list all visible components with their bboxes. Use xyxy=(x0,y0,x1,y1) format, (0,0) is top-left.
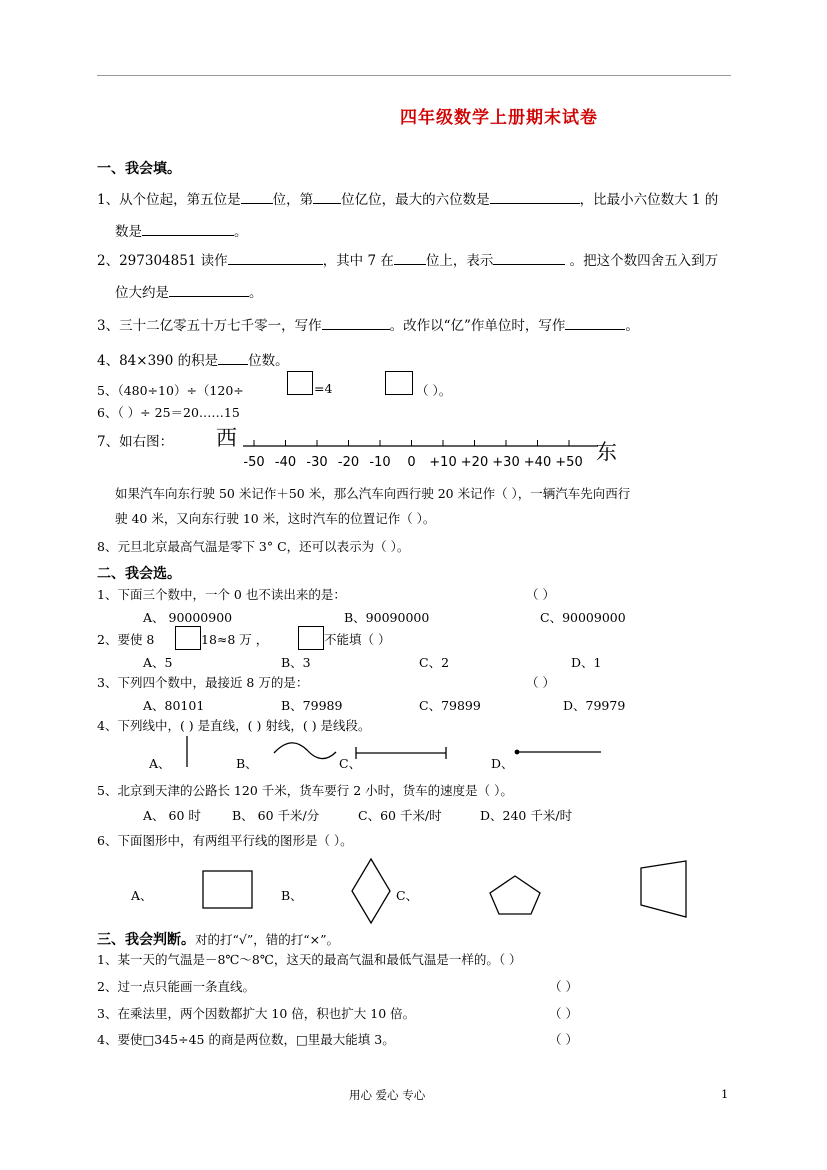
s3-item-1: 1、某一天的气温是－8℃～8℃，这天的最高气温和最低气温是一样的。（ ） xyxy=(97,952,522,967)
text: 。改作以“亿”作单位时，写作 xyxy=(389,318,566,334)
text: 3、三十二亿零五十万七千零一，写作 xyxy=(97,318,322,334)
s2-q2-opt-c[interactable]: C、2 xyxy=(419,655,450,670)
s2-q2-part1: 2、要使 8 xyxy=(97,632,155,647)
number-line-label: +30 xyxy=(492,455,520,470)
east-label: 东 xyxy=(596,440,617,464)
text: 位数。 xyxy=(248,353,289,369)
text: ，比最小六位数大 1 的 xyxy=(579,192,719,208)
s3-item-2-paren: （ ） xyxy=(549,979,578,994)
section2-heading: 二、我会选。 xyxy=(97,566,181,582)
number-line-label: -50 xyxy=(243,455,265,470)
s1-q6: 6、（ ）÷ 25＝20……15 xyxy=(97,405,240,420)
text: 位上，表示 xyxy=(425,253,494,269)
s1-q5-part3: （ ）。 xyxy=(416,383,452,398)
number-line-label: +10 xyxy=(429,455,457,470)
s2-q4-opt-c[interactable]: C、 xyxy=(339,756,362,771)
text: 。把这个数四舍五入到万 xyxy=(565,253,719,269)
s3-item-4: 4、要使□345÷45 的商是两位数，□里最大能填 3。 xyxy=(97,1032,395,1047)
s3-item-3: 3、在乘法里，两个因数都扩大 10 倍，积也扩大 10 倍。 xyxy=(97,1006,416,1021)
s1-q5-part1: 5、（480÷10）÷（120÷ xyxy=(97,383,244,398)
s2-q3-opt-a[interactable]: A、80101 xyxy=(143,698,205,713)
text: 位亿位，最大的六位数是 xyxy=(341,192,490,208)
rhombus-figure xyxy=(352,859,390,923)
s1-q7-text2: 驶 40 米，又向东行驶 10 米，这时汽车的位置记作（ ）。 xyxy=(115,511,436,526)
s2-q4: 4、下列线中，( ) 是直线，( ) 射线，( ) 是线段。 xyxy=(97,718,371,733)
heading-rest: 对的打“√”，错的打“×”。 xyxy=(195,932,340,947)
s2-q2-part3: 不能填（ ） xyxy=(324,632,391,647)
s2-q3: 3、下列四个数中，最接近 8 万的是： xyxy=(97,675,309,690)
s2-q3-opt-c[interactable]: C、79899 xyxy=(419,698,481,713)
footer-text: 用心 爱心 专心 xyxy=(349,1088,426,1102)
number-line-label: 0 xyxy=(407,455,416,470)
text: ，其中 7 在 xyxy=(322,253,394,269)
s2-q1-opt-b[interactable]: B、90090000 xyxy=(344,610,430,625)
west-label: 西 xyxy=(216,426,237,450)
s2-q3-opt-b[interactable]: B、79989 xyxy=(281,698,343,713)
s2-q6-opt-b[interactable]: B、 xyxy=(281,888,303,903)
s1-q7-text1: 如果汽车向东行驶 50 米记作＋50 米，那么汽车向西行驶 20 米记作（ ），一辆汽车先向西行 xyxy=(115,486,631,501)
s2-q1-opt-a[interactable]: A、 90000900 xyxy=(143,610,233,625)
page-title: 四年级数学上册期末试卷 xyxy=(400,108,598,128)
number-line-label: +40 xyxy=(523,455,552,470)
page-number: 1 xyxy=(721,1087,729,1101)
s2-q4-opt-b[interactable]: B、 xyxy=(236,756,258,771)
text: 位，第 xyxy=(272,192,314,208)
s2-q5-opt-a[interactable]: A、 60 时 xyxy=(143,808,201,823)
section3-heading xyxy=(97,929,339,949)
pentagon-figure xyxy=(490,876,540,914)
s2-q5-opt-c[interactable]: C、60 千米/时 xyxy=(358,808,442,823)
text: 位大约是 xyxy=(115,285,169,301)
s2-q5: 5、北京到天津的公路长 120 千米，货车要行 2 小时，货车的速度是（ ）。 xyxy=(97,783,513,798)
number-line-label: +20 xyxy=(460,455,489,470)
s2-q5-opt-b[interactable]: B、 60 千米/分 xyxy=(232,808,320,823)
s3-item-2: 2、过一点只能画一条直线。 xyxy=(97,979,255,994)
s2-q6-opt-c[interactable]: C、 xyxy=(396,888,419,903)
number-line-label: -40 xyxy=(274,455,297,470)
s1-q5-part2: =4 xyxy=(314,381,333,396)
text: 数是 xyxy=(115,224,142,240)
s2-q4-opt-d[interactable]: D、 xyxy=(491,756,514,771)
s2-q2-opt-b[interactable]: B、3 xyxy=(281,655,311,670)
s2-q1: 1、下面三个数中，一个 0 也不读出来的是： xyxy=(97,587,346,602)
s2-q3-opt-d[interactable]: D、79979 xyxy=(563,698,626,713)
text: 。 xyxy=(249,285,263,301)
s2-q2-opt-d[interactable]: D、1 xyxy=(571,655,602,670)
number-line-label: +50 xyxy=(555,455,583,470)
text: 。 xyxy=(625,318,639,334)
trapezoid-figure xyxy=(641,861,686,917)
number-line-label: -10 xyxy=(369,455,391,470)
s2-q3-paren: （ ） xyxy=(526,675,555,690)
s2-q4-opt-a[interactable]: A、 xyxy=(149,756,171,771)
text: 1、从个位起，第五位是 xyxy=(97,192,241,208)
number-line-label: -30 xyxy=(306,455,328,470)
s2-q1-opt-c[interactable]: C、90009000 xyxy=(540,610,626,625)
text: 。 xyxy=(234,224,248,240)
text: 2、297304851 读作 xyxy=(97,253,228,269)
s2-q6-opt-a[interactable]: A、 xyxy=(131,888,153,903)
s1-q7-label: 7、如右图： xyxy=(97,434,174,450)
text: 4、84×390 的积是 xyxy=(97,353,219,369)
number-line-label: -20 xyxy=(337,455,360,470)
s2-q1-paren: （ ） xyxy=(526,587,555,602)
rectangle-figure xyxy=(203,871,252,908)
section1-heading: 一、我会填。 xyxy=(97,161,181,177)
s3-item-3-paren: （ ） xyxy=(549,1006,578,1021)
s2-q2-opt-a[interactable]: A、5 xyxy=(143,655,173,670)
s2-q2-part2: 18≈8 万 ， xyxy=(201,632,269,647)
s2-q6: 6、下面图形中，有两组平行线的图形是（ ）。 xyxy=(97,833,353,848)
s3-item-4-paren: （ ） xyxy=(549,1032,578,1047)
heading-bold: 三、我会判断。 xyxy=(97,932,195,948)
s2-q5-opt-d[interactable]: D、240 千米/时 xyxy=(480,808,573,823)
s1-q8: 8、元旦北京最高气温是零下 3° C，还可以表示为（ ）。 xyxy=(97,539,410,554)
